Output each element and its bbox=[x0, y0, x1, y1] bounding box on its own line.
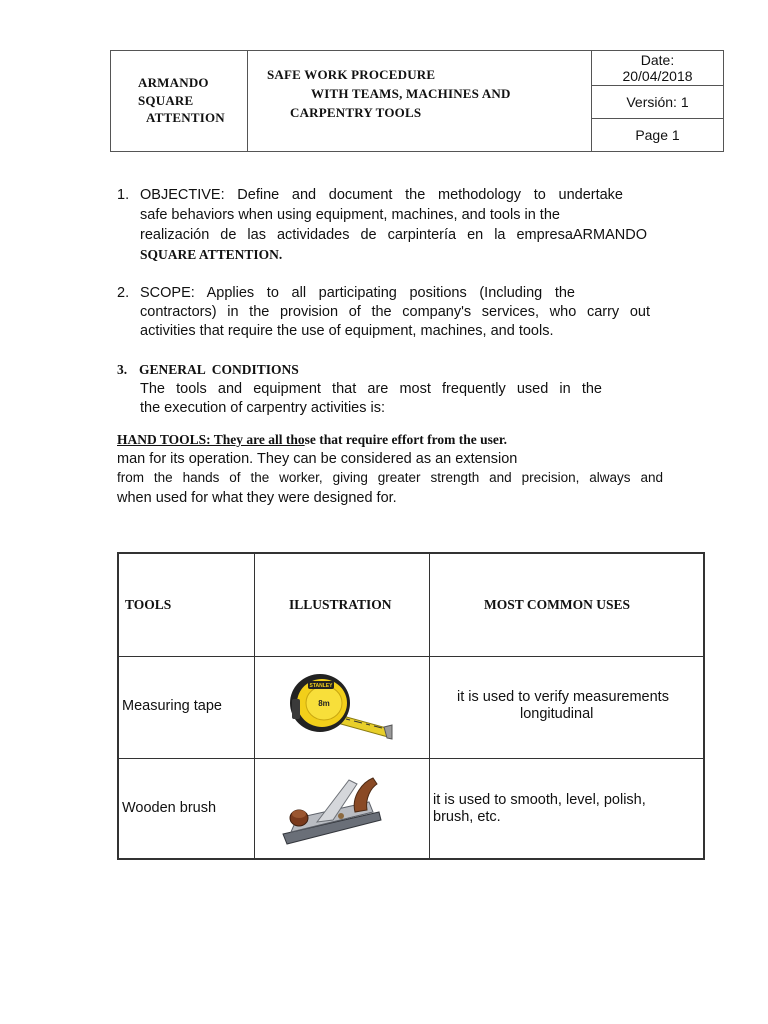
title-line-2: WITH TEAMS, MACHINES AND bbox=[311, 86, 511, 101]
meta-cell bbox=[592, 51, 723, 151]
version-cell: Versión: 1 bbox=[592, 86, 723, 119]
scope-line-2: contractors) in the provision of the company's services, who carry out bbox=[140, 304, 650, 320]
tool-name-wooden-brush: Wooden brush bbox=[122, 800, 217, 816]
date-value: 20/04/2018 bbox=[622, 68, 693, 84]
hand-tools-line-3: when used for what they were designed for. bbox=[117, 490, 397, 506]
uses-line: it is used to smooth, level, polish, bbox=[433, 792, 646, 808]
uses-line: it is used to verify measurements bbox=[457, 689, 669, 705]
header-illustration: ILLUSTRATION bbox=[289, 597, 392, 612]
objective-company: SQUARE ATTENTION. bbox=[140, 247, 283, 262]
general-heading: GENERAL CONDITIONS bbox=[139, 362, 299, 377]
objective-line-3: realización de las actividades de carpintería en la empresaARMANDO bbox=[140, 227, 647, 243]
date-cell bbox=[592, 51, 723, 86]
date-label: Date: bbox=[640, 52, 675, 68]
uses-measuring-tape bbox=[457, 689, 697, 723]
general-line-1: The tools and equipment that are most frequently used in the bbox=[140, 381, 602, 397]
hand-tools-heading bbox=[117, 431, 507, 449]
row-divider bbox=[119, 656, 703, 657]
company-line-1: ARMANDO bbox=[138, 75, 209, 90]
scope-number: 2. bbox=[117, 285, 130, 301]
general-number: 3. bbox=[117, 362, 128, 377]
svg-text:STANLEY: STANLEY bbox=[309, 683, 333, 689]
company-cell bbox=[111, 51, 248, 151]
wood-plane-image bbox=[277, 772, 385, 850]
row-divider bbox=[119, 758, 703, 759]
company-line-2: SQUARE bbox=[138, 93, 194, 108]
company-line-3: ATTENTION bbox=[146, 110, 225, 125]
tools-table bbox=[117, 552, 705, 860]
title-cell bbox=[248, 51, 592, 151]
objective-line-1: OBJECTIVE: Define and document the methodology to undertake bbox=[140, 187, 623, 203]
objective-number: 1. bbox=[117, 187, 130, 203]
hand-tools-line-1: man for its operation. They can be considered as an extension bbox=[117, 451, 518, 467]
page-number: Page 1 bbox=[635, 127, 680, 143]
header-most-common-uses: MOST COMMON USES bbox=[484, 597, 631, 612]
general-line-2: the execution of carpentry activities is: bbox=[140, 400, 386, 416]
header-tools: TOOLS bbox=[125, 597, 172, 612]
hand-tools-heading-underlined: HAND TOOLS: They are all tho bbox=[117, 432, 305, 447]
svg-text:8m: 8m bbox=[318, 699, 330, 708]
title-line-3: CARPENTRY TOOLS bbox=[290, 105, 422, 120]
title-line-1: SAFE WORK PROCEDURE bbox=[267, 67, 436, 82]
document-header bbox=[110, 50, 724, 152]
scope-line-1: SCOPE: Applies to all participating positions (Including the bbox=[140, 285, 575, 301]
scope-line-3: activities that require the use of equipment, machines, and tools. bbox=[140, 323, 554, 339]
hand-tools-line-2: from the hands of the worker, giving greater strength and precision, always and bbox=[117, 470, 663, 485]
column-divider bbox=[429, 554, 430, 858]
uses-line: brush, etc. bbox=[433, 809, 501, 825]
tool-name-measuring-tape: Measuring tape bbox=[122, 698, 222, 714]
hand-tools-heading-rest: se that require effort from the user. bbox=[304, 432, 507, 447]
objective-line-2: safe behaviors when using equipment, machines, and tools in the bbox=[140, 207, 560, 223]
measuring-tape-image bbox=[284, 669, 394, 749]
uses-wooden-brush bbox=[433, 792, 693, 826]
uses-line: longitudinal bbox=[520, 706, 594, 722]
column-divider bbox=[254, 554, 255, 858]
